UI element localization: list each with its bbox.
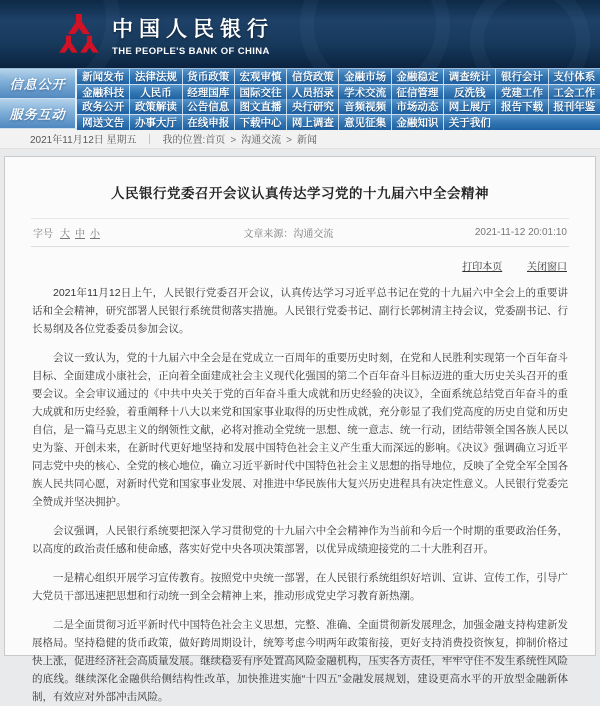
nav-item[interactable]: 政务公开 <box>82 101 125 113</box>
nav-item[interactable]: 宏观审慎 <box>234 69 286 84</box>
font-size-option[interactable]: 小 <box>90 229 100 240</box>
location-label: 我的位置: <box>162 135 206 146</box>
close-window-link[interactable]: 关闭窗口 <box>527 262 567 273</box>
breadcrumb-item[interactable]: 沟通交流 <box>241 135 282 146</box>
nav-section-service-interaction <box>0 99 600 129</box>
crumb-separator-icon: > <box>230 135 237 146</box>
article-paragraph: 二是全面贯彻习近平新时代中国特色社会主义思想，完整、准确、全面贯彻新发展理念，加强金融支持构建新发展格局。坚持稳健的货币政策，做好跨周期设计，统筹考虑今明两年政策衔接，更好支持消费投资恢复，抑制价格过快上涨，促进经济社会高质量发展。继续稳妥有序处置高风险金融机构，压实各方责任，牢牢守住不发生系统性风险的底线。继续深化金融供给侧结构性改革，加快推进实施“十四五”金融发展规划，建设更高水平的开放型金融新体制，有效应对外部冲击风险。 <box>32 619 568 703</box>
print-page-link[interactable]: 打印本页 <box>462 262 503 273</box>
nav-item[interactable]: 人员招录 <box>286 85 338 100</box>
nav-item[interactable]: 法律法规 <box>129 69 181 84</box>
breadcrumb <box>0 129 600 149</box>
nav-item[interactable]: 银行会计 <box>495 69 547 84</box>
nav-item[interactable]: 政策解读 <box>129 99 181 114</box>
article-timestamp: 2021-11-12 20:01:10 <box>474 227 567 238</box>
nav-item[interactable]: 调查统计 <box>443 69 495 84</box>
bank-name-chinese: 中国人民银行 <box>112 17 274 41</box>
article-meta-row <box>31 218 569 247</box>
nav-item[interactable]: 征信管理 <box>391 85 443 100</box>
font-size-option[interactable]: 大 <box>60 229 70 240</box>
crumb-separator-icon: > <box>286 135 292 146</box>
nav-item[interactable]: 市场动态 <box>391 99 443 114</box>
nav-item[interactable]: 货币政策 <box>182 69 234 84</box>
bank-logo[interactable] <box>58 12 274 58</box>
article-body <box>32 284 568 706</box>
nav-item[interactable]: 党建工作 <box>495 85 547 100</box>
nav-item[interactable]: 音频视频 <box>338 99 390 114</box>
nav-item[interactable]: 图文直播 <box>234 99 286 114</box>
nav-item[interactable]: 报刊年鉴 <box>548 99 600 114</box>
nav-row <box>77 99 600 114</box>
nav-item[interactable]: 新闻发布 <box>82 71 125 83</box>
nav-item[interactable]: 人民币 <box>129 85 181 100</box>
site-header <box>0 0 600 69</box>
nav-item[interactable]: 国际交往 <box>234 85 286 100</box>
nav-item[interactable]: 下载中心 <box>234 115 286 130</box>
breadcrumb-path <box>205 131 317 146</box>
nav-item[interactable]: 反洗钱 <box>443 85 495 100</box>
article-paragraph: 会议强调，人民银行系统要把深入学习贯彻党的十九届六中全会精神作为当前和今后一个时期的重要政治任务，以高度的政治责任感和使命感，落实好党中央各项决策部署，以优异成绩迎接党的二十大胜利召开。 <box>32 525 568 555</box>
font-size-option[interactable]: 中 <box>75 229 85 240</box>
current-date: 2021年11月12日 星期五 <box>30 135 137 146</box>
nav-item[interactable]: 金融知识 <box>391 115 443 130</box>
nav-item[interactable]: 在线申报 <box>182 115 234 130</box>
breadcrumb-pipe: ｜ <box>144 135 155 146</box>
nav-item[interactable]: 经理国库 <box>182 85 234 100</box>
nav-item[interactable]: 学术交流 <box>338 85 390 100</box>
article-panel <box>4 156 596 703</box>
nav-item[interactable]: 意见征集 <box>338 115 390 130</box>
nav-item[interactable]: 网送文告 <box>82 117 125 129</box>
nav-label-service-interaction[interactable]: 服务互动 <box>0 99 77 128</box>
nav-item[interactable]: 支付体系 <box>548 69 600 84</box>
nav-item[interactable]: 金融市场 <box>338 69 390 84</box>
article-title: 人民银行党委召开会议认真传达学习党的十九届六中全会精神 <box>111 186 489 201</box>
nav-label-information-disclosure[interactable]: 信息公开 <box>0 69 77 98</box>
nav-item[interactable]: 工会工作 <box>548 85 600 100</box>
bank-name-english: THE PEOPLE'S BANK OF CHINA <box>112 46 270 57</box>
font-size-control <box>33 225 102 240</box>
article-source: 文章来源：沟通交流 <box>243 229 334 240</box>
article-paragraph: 一是精心组织开展学习宣传教育。按照党中央统一部署，在人民银行系统组织好培训、宣讲、宣传工作，引导广大党员干部迅速把思想和行动统一到全会精神上来，推动形成党史学习教育新热潮。 <box>32 572 568 602</box>
nav-item[interactable]: 网上展厅 <box>443 99 495 114</box>
nav-item[interactable]: 关于我们 <box>443 115 495 130</box>
article-actions <box>33 258 567 273</box>
nav-item[interactable]: 办事大厅 <box>129 115 181 130</box>
pboc-emblem-icon <box>58 12 100 58</box>
nav-rows-service-interaction <box>77 99 600 128</box>
nav-row-filler <box>495 115 600 130</box>
nav-item[interactable]: 网上调查 <box>286 115 338 130</box>
breadcrumb-item[interactable]: 新闻 <box>297 135 317 146</box>
nav-item[interactable]: 金融科技 <box>82 87 125 99</box>
nav-item[interactable]: 金融稳定 <box>391 69 443 84</box>
nav-row <box>77 114 600 130</box>
article-paragraph: 会议一致认为，党的十九届六中全会是在党成立一百周年的重要历史时刻，在党和人民胜利实现第一个百年奋斗目标、全面建成小康社会，正向着全面建成社会主义现代化强国的第二个百年奋斗目标迈进的重大历史关头召开的重要会议。全会审议通过的《中共中央关于党的百年奋斗重大成就和历史经验的决议》，全面系统总结党百年奋斗的重大成就和历史经验，着重阐释十八大以来党和国家事业取得的历史性成就，充分彰显了我们党高度的历史自觉和历史自信，是一篇马克思主义的纲领性文献，必将对推动全党统一思想、统一意志、统一行动，团结带领全国各族人民以史为鉴、开创未来，在新时代更好地坚持和发展中国特色社会主义产生重大而深远的影响。《决议》强调确立习近平同志党中央的核心、全党的核心地位，确立习近平新时代中国特色社会主义思想的指导地位，反映了全党全军全国各族人民共同心愿，对新时代党和国家事业发展、对推进中华民族伟大复兴历史进程具有决定性意义。人民银行党委完全赞成并坚决拥护。 <box>32 352 568 508</box>
nav-item[interactable]: 央行研究 <box>286 99 338 114</box>
font-size-label: 字号 <box>33 229 53 240</box>
breadcrumb-item[interactable]: 首页 <box>205 135 226 146</box>
nav-item[interactable]: 信贷政策 <box>286 69 338 84</box>
nav-item[interactable]: 公告信息 <box>182 99 234 114</box>
bank-name-block <box>112 13 274 57</box>
article-paragraph: 2021年11月12日上午，人民银行党委召开会议，认真传达学习习近平总书记在党的十九届六中全会上的重要讲话和全会精神，研究部署人民银行系统贯彻落实措施。人民银行党委书记、副行长郭树清主持会议，党委副书记、行长易纲及各位党委委员参加会议。 <box>32 287 568 335</box>
nav-item[interactable]: 报告下载 <box>495 99 547 114</box>
